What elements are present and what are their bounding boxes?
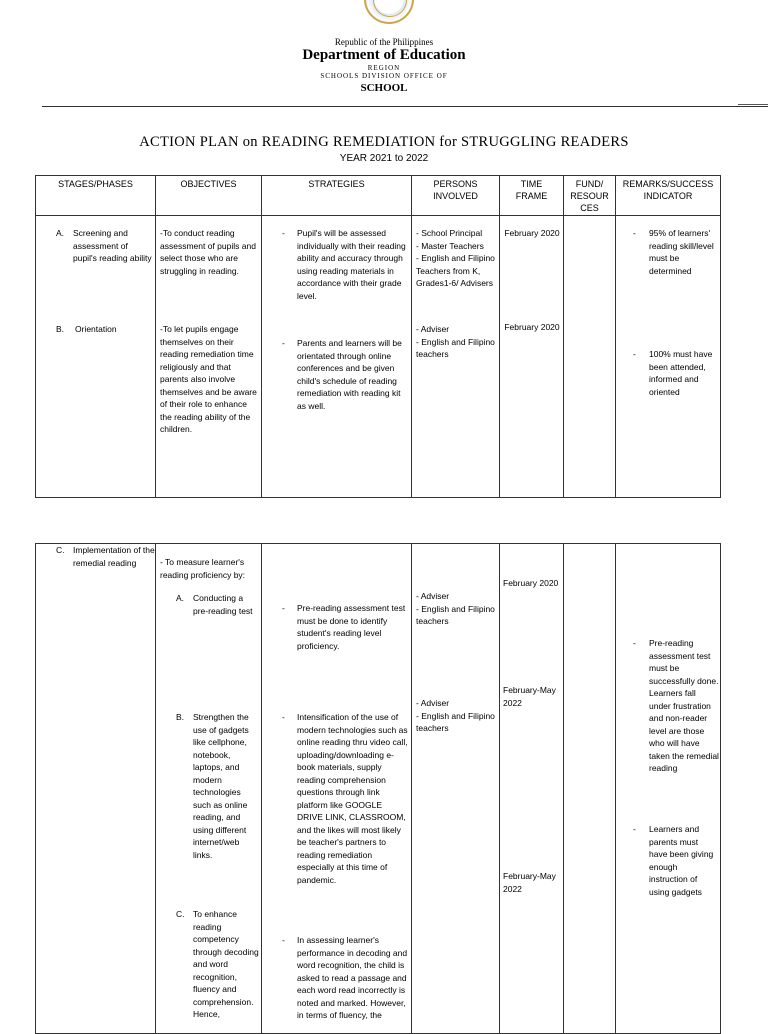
remark-c-2: Learners and parents must have been giving enough instruction of using gadgets — [649, 824, 714, 897]
objective-c-sub-a: Conducting a pre-reading test — [193, 593, 253, 616]
persons-c-2: - Adviser - English and Filipino teachers — [416, 698, 495, 733]
remarks-c-cell — [616, 544, 721, 1034]
stage-a-letter: A. — [56, 228, 65, 238]
remarks-cell — [616, 216, 721, 498]
objective-c-cell — [156, 544, 262, 1034]
bullet-dash: - — [633, 638, 636, 648]
stages-cell — [36, 216, 156, 498]
strategy-b-text: Parents and learners will be orientated through online conferences and be given child's schedule of reading remediation with reading kit as well. — [297, 338, 402, 411]
col-header-objectives: OBJECTIVES — [156, 176, 262, 216]
time-c-1: February 2020 — [503, 578, 559, 588]
department-name: Department of Education — [302, 47, 466, 63]
remark-b-text: 100% must have been attended, informed and oriented — [649, 349, 713, 397]
persons-c-cell — [412, 544, 500, 1034]
strategy-c-3: In assessing learner's performance in decoding and word recognition, the child is asked to read a passage and each word read incorrectly is noted and marked. However, in terms of fluency, the — [297, 935, 408, 1020]
time-b-text: February 2020 — [504, 322, 560, 332]
objective-a-text: -To conduct reading assessment of pupils and select those who are struggling in reading. — [160, 228, 256, 276]
school-line: SCHOOL — [360, 82, 408, 94]
bullet-dash: - — [282, 603, 285, 613]
bullet-dash: - — [282, 935, 285, 945]
fund-c-cell — [564, 544, 616, 1034]
persons-a-text: - School Principal - Master Teachers - English and Filipino Teachers from K, Grades1-6/ Advisers — [416, 228, 495, 288]
col-header-persons: PERSONS INVOLVED — [412, 176, 500, 216]
bullet-dash: - — [282, 228, 285, 238]
objective-c-sub-b-letter: B. — [176, 712, 185, 722]
time-cell — [500, 216, 564, 498]
remark-c-1: Pre-reading assessment test must be successfully done. Learners fall under frustration and non-reader level are those who will have taken the remedial reading — [649, 638, 719, 773]
objective-c-sub-b: Strengthen the use of gadgets like cellphone, notebook, laptops, and modern technologies such as online reading, and using different internet/web links. — [193, 712, 249, 860]
time-c-3: February-May 2022 — [503, 871, 556, 894]
bullet-dash: - — [282, 338, 285, 348]
objective-c-intro: - To measure learner's reading proficiency by: — [160, 557, 246, 580]
persons-cell — [412, 216, 500, 498]
division-line: SCHOOLS DIVISION OFFICE OF — [320, 72, 448, 80]
objective-c-sub-a-letter: A. — [176, 593, 185, 603]
time-a-text: February 2020 — [504, 228, 560, 238]
stage-c-cell — [36, 544, 156, 1034]
bullet-dash: - — [633, 228, 636, 238]
republic-line: Republic of the Philippines — [334, 37, 434, 47]
stage-a-text: Screening and assessment of pupil's reading ability — [73, 228, 152, 263]
persons-b-text: - Adviser - English and Filipino teachers — [416, 324, 495, 359]
objective-c-sub-c-letter: C. — [176, 909, 185, 919]
strategies-cell — [262, 216, 412, 498]
fund-cell — [564, 216, 616, 498]
col-header-strategies: STRATEGIES — [262, 176, 412, 216]
time-c-cell — [500, 544, 564, 1034]
strategy-c-cell — [262, 544, 412, 1034]
strategy-a-text: Pupil's will be assessed individually with their reading ability and accuracy through using reading materials in accordance with their grade level. — [297, 228, 406, 301]
col-header-remarks: REMARKS/SUCCESS INDICATOR — [616, 176, 721, 216]
stage-c-letter: C. — [56, 545, 65, 555]
col-header-fund: FUND/ RESOUR CES — [564, 176, 616, 216]
remark-a-text: 95% of learners' reading skill/level must be determined — [649, 228, 714, 276]
header-divider — [42, 106, 768, 107]
document-subtitle: YEAR 2021 to 2022 — [339, 153, 429, 164]
strategy-c-1: Pre-reading assessment test must be done to identify student's reading level proficiency. — [297, 603, 406, 651]
col-header-stages: STAGES/PHASES — [36, 176, 156, 216]
strategy-c-2: Intensification of the use of modern technologies such as online reading thru video call, uploading/downloading e-book materials, supply reading comprehension questions through link platform like GOOGLE DRIVE LINK, CLASSROOM, and the likes will most likely be teacher's partners to reading remediation especially at this time of pandemic. — [297, 712, 408, 885]
bullet-dash: - — [633, 349, 636, 359]
document-title: ACTION PLAN on READING REMEDIATION for STRUGGLING READERS — [139, 134, 629, 150]
action-plan-table-1 — [35, 175, 721, 498]
col-header-time: TIME FRAME — [500, 176, 564, 216]
action-plan-table-2 — [35, 543, 721, 1034]
region-line: REGION — [367, 64, 401, 72]
stage-c-text: Implementation of the remedial reading — [73, 545, 155, 568]
objective-c-sub-c: To enhance reading competency through decoding and word recognition, fluency and comprehension. Hence, — [193, 909, 259, 1019]
stage-b-text: Orientation — [75, 324, 117, 334]
bullet-dash: - — [633, 824, 636, 834]
objective-b-text: -To let pupils engage themselves on their reading remediation time religiously and that parents also involve themselves and be aware of their role to enhance the reading ability of the children. — [160, 324, 257, 434]
objectives-cell — [156, 216, 262, 498]
persons-c-1: - Adviser - English and Filipino teachers — [416, 591, 495, 626]
bullet-dash: - — [282, 712, 285, 722]
header-divider-end — [738, 104, 768, 105]
time-c-2: February-May 2022 — [503, 685, 556, 708]
deped-seal-logo — [364, 0, 414, 24]
stage-b-letter: B. — [56, 324, 65, 334]
